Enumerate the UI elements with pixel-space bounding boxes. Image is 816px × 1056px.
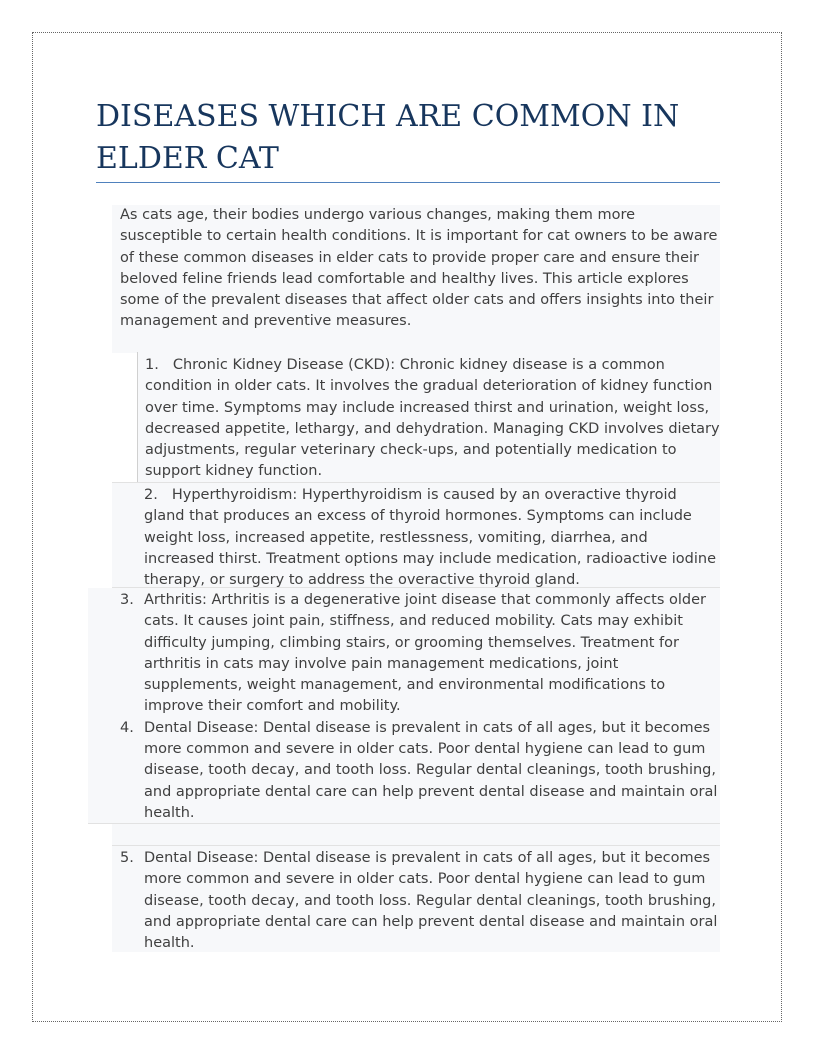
- list-item-number: 5.: [120, 850, 134, 866]
- intro-text: As cats age, their bodies undergo various changes, making them more susceptible to certain health conditions. It is important for cat owners to be aware of these common diseases in elder cats to provide proper care and ensure their beloved feline friends lead comfortable and healthy lives. This article explores some of the prevalent diseases that affect older cats and offers insights into their management and preventive measures.: [120, 207, 718, 330]
- list-item-number: 2.: [144, 487, 158, 503]
- ordered-list-block: [88, 588, 720, 824]
- list-item-body: Dental Disease: Dental disease is prevalent in cats of all ages, but it becomes more common and severe in older cats. Poor dental hygiene can lead to gum disease, tooth decay, and tooth loss. Regular dental cleanings, tooth brushing, and appropriate dental care can help prevent dental disease and maintain oral health.: [144, 850, 718, 952]
- list-item-number: 4.: [120, 719, 134, 736]
- list-item-hyperthyroidism: [112, 482, 720, 588]
- list-item-number: 1.: [145, 357, 159, 373]
- list-item-dental-disease: [88, 718, 720, 824]
- list-item-body: Hyperthyroidism: Hyperthyroidism is caused by an overactive thyroid gland that produces an excess of thyroid hormones. Symptoms can include weight loss, increased appetite, restlessness, vomiting, diarrhea, and increased thirst. Treatment options may include medication, radioactive iodine therapy, or surgery to address the overactive thyroid gland.: [144, 487, 717, 589]
- intro-paragraph: [112, 205, 720, 353]
- page-title: DISEASES WHICH ARE COMMON IN ELDER CAT: [96, 99, 680, 176]
- list-item-number: 3.: [120, 592, 134, 608]
- list-item-body: Arthritis: Arthritis is a degenerative joint disease that commonly affects older cats. It causes joint pain, stiffness, and reduced mobility. Cats may exhibit difficulty jumping, climbing stairs, or grooming themselves. Treatment for arthritis in cats may involve pain management medications, joint supplements, weight management, and environmental modifications to improve their comfort and mobility.: [144, 592, 706, 715]
- title-underline: [96, 182, 720, 183]
- list-item-dental-disease-repeat: [112, 846, 720, 952]
- list-item-text: [145, 355, 720, 483]
- list-item-text: [144, 485, 720, 591]
- list-item-body: Dental Disease: Dental disease is prevalent in cats of all ages, but it becomes more common and severe in older cats. Poor dental hygiene can lead to gum disease, tooth decay, and tooth loss. Regular dental cleanings, tooth brushing, and appropriate dental care can help prevent dental disease and maintain oral health.: [144, 719, 718, 821]
- empty-paragraph: [112, 824, 720, 846]
- list-item-ckd: [137, 352, 720, 482]
- list-item-body: Chronic Kidney Disease (CKD): Chronic kidney disease is a common condition in older cats. It involves the gradual deterioration of kidney function over time. Symptoms may include increased thirst and urination, weight loss, decreased appetite, lethargy, and dehydration. Managing CKD involves dietary adjustments, regular veterinary check-ups, and potentially medication to support kidney function.: [145, 357, 720, 480]
- list-item-arthritis: [88, 590, 720, 718]
